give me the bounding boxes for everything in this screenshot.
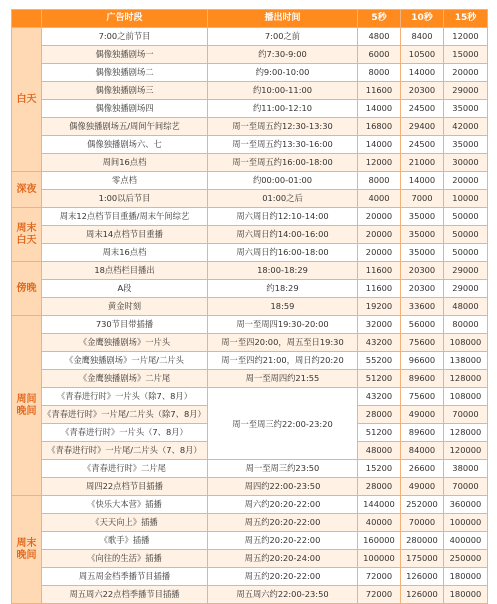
price-5s-cell: 32000 bbox=[358, 316, 401, 334]
slot-cell: 偶像独播剧场四 bbox=[42, 100, 208, 118]
price-15s-cell: 250000 bbox=[444, 550, 488, 568]
price-10s-cell: 7000 bbox=[401, 190, 444, 208]
table-row bbox=[12, 568, 488, 586]
table-row bbox=[12, 118, 488, 136]
time-cell: 周一至周三约22:00-23:20 bbox=[208, 388, 358, 460]
slot-cell: 偶像独播剧场二 bbox=[42, 64, 208, 82]
time-cell: 周四约22:00-23:50 bbox=[208, 478, 358, 496]
price-15s-cell: 42000 bbox=[444, 118, 488, 136]
price-15s-cell: 10000 bbox=[444, 190, 488, 208]
slot-cell: 《向往的生活》插播 bbox=[42, 550, 208, 568]
table-row bbox=[12, 262, 488, 280]
time-cell: 周一至四20:00，周五至日19:30 bbox=[208, 334, 358, 352]
slot-cell: 周五周六22点档季播节目插播 bbox=[42, 586, 208, 604]
slot-cell: 730节目带插播 bbox=[42, 316, 208, 334]
price-15s-cell: 180000 bbox=[444, 568, 488, 586]
price-5s-cell: 144000 bbox=[358, 496, 401, 514]
price-5s-cell: 43200 bbox=[358, 334, 401, 352]
slot-cell: 偶像独播剧场三 bbox=[42, 82, 208, 100]
category-label: 深夜 bbox=[12, 172, 42, 208]
time-cell: 周一至周五约13:30-16:00 bbox=[208, 136, 358, 154]
price-10s-cell: 75600 bbox=[401, 334, 444, 352]
time-cell: 约10:00-11:00 bbox=[208, 82, 358, 100]
slot-cell: 《青春进行时》一片尾/二片头（除7、8月） bbox=[42, 406, 208, 424]
slot-cell: 1:00以后节目 bbox=[42, 190, 208, 208]
table-row bbox=[12, 496, 488, 514]
time-cell: 周一至周三约23:50 bbox=[208, 460, 358, 478]
price-5s-cell: 20000 bbox=[358, 244, 401, 262]
price-10s-cell: 75600 bbox=[401, 388, 444, 406]
price-15s-cell: 400000 bbox=[444, 532, 488, 550]
price-10s-cell: 96600 bbox=[401, 352, 444, 370]
table-row bbox=[12, 460, 488, 478]
table-row bbox=[12, 154, 488, 172]
price-10s-cell: 20300 bbox=[401, 262, 444, 280]
slot-cell: 《金鹰独播剧场》一片头 bbox=[42, 334, 208, 352]
price-15s-cell: 12000 bbox=[444, 28, 488, 46]
table-row bbox=[12, 190, 488, 208]
table-row bbox=[12, 82, 488, 100]
slot-cell: 18点档栏目播出 bbox=[42, 262, 208, 280]
price-15s-cell: 15000 bbox=[444, 46, 488, 64]
time-cell: 周五约20:20-22:00 bbox=[208, 532, 358, 550]
price-5s-cell: 11600 bbox=[358, 280, 401, 298]
table-row bbox=[12, 64, 488, 82]
price-5s-cell: 43200 bbox=[358, 388, 401, 406]
table-row bbox=[12, 550, 488, 568]
price-15s-cell: 29000 bbox=[444, 280, 488, 298]
table-row bbox=[12, 478, 488, 496]
price-5s-cell: 11600 bbox=[358, 82, 401, 100]
price-15s-cell: 48000 bbox=[444, 298, 488, 316]
slot-cell: 偶像独播剧场六、七 bbox=[42, 136, 208, 154]
price-15s-cell: 100000 bbox=[444, 514, 488, 532]
price-10s-cell: 24500 bbox=[401, 100, 444, 118]
slot-cell: 《金鹰独播剧场》一片尾/二片头 bbox=[42, 352, 208, 370]
slot-cell: 周四22点档节目插播 bbox=[42, 478, 208, 496]
price-10s-cell: 21000 bbox=[401, 154, 444, 172]
category-label: 周间晚间 bbox=[12, 316, 42, 496]
price-10s-cell: 10500 bbox=[401, 46, 444, 64]
price-15s-cell: 80000 bbox=[444, 316, 488, 334]
price-10s-cell: 26600 bbox=[401, 460, 444, 478]
table-row bbox=[12, 298, 488, 316]
price-15s-cell: 70000 bbox=[444, 406, 488, 424]
time-cell: 周五约20:20-22:00 bbox=[208, 514, 358, 532]
table-row bbox=[12, 208, 488, 226]
price-5s-cell: 14000 bbox=[358, 136, 401, 154]
table-row bbox=[12, 28, 488, 46]
time-cell: 7:00之前 bbox=[208, 28, 358, 46]
price-10s-cell: 24500 bbox=[401, 136, 444, 154]
time-cell: 周一至四约21:00，周日约20:20 bbox=[208, 352, 358, 370]
price-10s-cell: 89600 bbox=[401, 370, 444, 388]
price-15s-cell: 50000 bbox=[444, 244, 488, 262]
time-cell: 周五约20:20-22:00 bbox=[208, 568, 358, 586]
time-cell: 周一至周四19:30-20:00 bbox=[208, 316, 358, 334]
price-15s-cell: 38000 bbox=[444, 460, 488, 478]
price-10s-cell: 70000 bbox=[401, 514, 444, 532]
price-5s-cell: 11600 bbox=[358, 262, 401, 280]
table-body bbox=[12, 28, 488, 604]
price-5s-cell: 28000 bbox=[358, 406, 401, 424]
price-10s-cell: 35000 bbox=[401, 226, 444, 244]
price-10s-cell: 14000 bbox=[401, 172, 444, 190]
slot-cell: A段 bbox=[42, 280, 208, 298]
slot-cell: 7:00之前节目 bbox=[42, 28, 208, 46]
slot-cell: 《快乐大本营》插播 bbox=[42, 496, 208, 514]
price-5s-cell: 12000 bbox=[358, 154, 401, 172]
time-cell: 周六周日约16:00-18:00 bbox=[208, 244, 358, 262]
price-15s-cell: 50000 bbox=[444, 208, 488, 226]
table-row bbox=[12, 370, 488, 388]
price-15s-cell: 108000 bbox=[444, 334, 488, 352]
price-10s-cell: 49000 bbox=[401, 478, 444, 496]
price-10s-cell: 29400 bbox=[401, 118, 444, 136]
slot-cell: 周间16点档 bbox=[42, 154, 208, 172]
slot-cell: 周末16点档 bbox=[42, 244, 208, 262]
price-15s-cell: 30000 bbox=[444, 154, 488, 172]
slot-cell: 黄金时刻 bbox=[42, 298, 208, 316]
time-cell: 周五周六约22:00-23:50 bbox=[208, 586, 358, 604]
price-10s-cell: 20300 bbox=[401, 82, 444, 100]
price-5s-cell: 16800 bbox=[358, 118, 401, 136]
price-5s-cell: 19200 bbox=[358, 298, 401, 316]
time-cell: 周六周日约14:00-16:00 bbox=[208, 226, 358, 244]
pricing-table-container bbox=[11, 9, 487, 604]
price-5s-cell: 72000 bbox=[358, 586, 401, 604]
price-10s-cell: 126000 bbox=[401, 568, 444, 586]
price-5s-cell: 8000 bbox=[358, 64, 401, 82]
price-5s-cell: 100000 bbox=[358, 550, 401, 568]
price-5s-cell: 14000 bbox=[358, 100, 401, 118]
price-5s-cell: 20000 bbox=[358, 226, 401, 244]
table-row bbox=[12, 136, 488, 154]
time-cell: 约9:00-10:00 bbox=[208, 64, 358, 82]
category-label: 白天 bbox=[12, 28, 42, 172]
price-10s-cell: 49000 bbox=[401, 406, 444, 424]
slot-cell: 《青春进行时》一片头（7、8月） bbox=[42, 424, 208, 442]
time-cell: 18:00-18:29 bbox=[208, 262, 358, 280]
price-5s-cell: 28000 bbox=[358, 478, 401, 496]
slot-cell: 《青春进行时》一片尾/二片头（7、8月） bbox=[42, 442, 208, 460]
price-15s-cell: 128000 bbox=[444, 424, 488, 442]
price-15s-cell: 50000 bbox=[444, 226, 488, 244]
price-10s-cell: 89600 bbox=[401, 424, 444, 442]
price-15s-cell: 108000 bbox=[444, 388, 488, 406]
table-row bbox=[12, 280, 488, 298]
price-5s-cell: 51200 bbox=[358, 370, 401, 388]
price-5s-cell: 4800 bbox=[358, 28, 401, 46]
price-15s-cell: 20000 bbox=[444, 172, 488, 190]
price-15s-cell: 120000 bbox=[444, 442, 488, 460]
table-row bbox=[12, 514, 488, 532]
table-row bbox=[12, 586, 488, 604]
price-10s-cell: 252000 bbox=[401, 496, 444, 514]
header-time: 播出时间 bbox=[208, 10, 358, 28]
header-price-15s: 15秒 bbox=[444, 10, 488, 28]
time-cell: 周五约20:20-24:00 bbox=[208, 550, 358, 568]
price-15s-cell: 29000 bbox=[444, 82, 488, 100]
slot-cell: 《天天向上》插播 bbox=[42, 514, 208, 532]
price-5s-cell: 48000 bbox=[358, 442, 401, 460]
price-5s-cell: 40000 bbox=[358, 514, 401, 532]
price-10s-cell: 14000 bbox=[401, 64, 444, 82]
slot-cell: 零点档 bbox=[42, 172, 208, 190]
table-row bbox=[12, 388, 488, 406]
time-cell: 01:00之后 bbox=[208, 190, 358, 208]
price-10s-cell: 56000 bbox=[401, 316, 444, 334]
price-5s-cell: 8000 bbox=[358, 172, 401, 190]
table-row bbox=[12, 532, 488, 550]
price-5s-cell: 6000 bbox=[358, 46, 401, 64]
slot-cell: 偶像独播剧场五/周间午间综艺 bbox=[42, 118, 208, 136]
slot-cell: 《金鹰独播剧场》二片尾 bbox=[42, 370, 208, 388]
table-row bbox=[12, 100, 488, 118]
price-10s-cell: 33600 bbox=[401, 298, 444, 316]
table-row bbox=[12, 352, 488, 370]
header-price-10s: 10秒 bbox=[401, 10, 444, 28]
slot-cell: 周末14点档节目重播 bbox=[42, 226, 208, 244]
price-10s-cell: 280000 bbox=[401, 532, 444, 550]
time-cell: 周六周日约12:10-14:00 bbox=[208, 208, 358, 226]
slot-cell: 《青春进行时》一片头（除7、8月） bbox=[42, 388, 208, 406]
price-15s-cell: 180000 bbox=[444, 586, 488, 604]
time-cell: 周一至周四约21:55 bbox=[208, 370, 358, 388]
price-15s-cell: 128000 bbox=[444, 370, 488, 388]
header-category bbox=[12, 10, 42, 28]
price-15s-cell: 70000 bbox=[444, 478, 488, 496]
price-15s-cell: 29000 bbox=[444, 262, 488, 280]
slot-cell: 《青春进行时》二片尾 bbox=[42, 460, 208, 478]
price-5s-cell: 20000 bbox=[358, 208, 401, 226]
price-15s-cell: 360000 bbox=[444, 496, 488, 514]
slot-cell: 偶像独播剧场一 bbox=[42, 46, 208, 64]
price-5s-cell: 72000 bbox=[358, 568, 401, 586]
header-price-5s: 5秒 bbox=[358, 10, 401, 28]
price-5s-cell: 55200 bbox=[358, 352, 401, 370]
table-header-row bbox=[12, 10, 488, 28]
price-15s-cell: 138000 bbox=[444, 352, 488, 370]
table-row bbox=[12, 226, 488, 244]
time-cell: 约11:00-12:10 bbox=[208, 100, 358, 118]
table-row bbox=[12, 334, 488, 352]
price-5s-cell: 51200 bbox=[358, 424, 401, 442]
price-10s-cell: 8400 bbox=[401, 28, 444, 46]
price-15s-cell: 35000 bbox=[444, 136, 488, 154]
header-slot: 广告时段 bbox=[42, 10, 208, 28]
price-10s-cell: 84000 bbox=[401, 442, 444, 460]
table-row bbox=[12, 244, 488, 262]
price-10s-cell: 35000 bbox=[401, 208, 444, 226]
time-cell: 周一至周五约12:30-13:30 bbox=[208, 118, 358, 136]
price-5s-cell: 4000 bbox=[358, 190, 401, 208]
table-row bbox=[12, 46, 488, 64]
price-5s-cell: 160000 bbox=[358, 532, 401, 550]
category-label: 周末白天 bbox=[12, 208, 42, 262]
time-cell: 约00:00-01:00 bbox=[208, 172, 358, 190]
table-row bbox=[12, 316, 488, 334]
time-cell: 18:59 bbox=[208, 298, 358, 316]
ad-pricing-table bbox=[11, 9, 488, 604]
price-10s-cell: 20300 bbox=[401, 280, 444, 298]
category-label: 周末晚间 bbox=[12, 496, 42, 604]
price-10s-cell: 175000 bbox=[401, 550, 444, 568]
table-row bbox=[12, 172, 488, 190]
slot-cell: 周末12点档节目重播/周末午间综艺 bbox=[42, 208, 208, 226]
slot-cell: 周五周金档季播节目插播 bbox=[42, 568, 208, 586]
time-cell: 周一至周五约16:00-18:00 bbox=[208, 154, 358, 172]
price-10s-cell: 35000 bbox=[401, 244, 444, 262]
price-15s-cell: 20000 bbox=[444, 64, 488, 82]
price-15s-cell: 35000 bbox=[444, 100, 488, 118]
time-cell: 约18:29 bbox=[208, 280, 358, 298]
slot-cell: 《歌手》插播 bbox=[42, 532, 208, 550]
time-cell: 周六约20:20-22:00 bbox=[208, 496, 358, 514]
price-5s-cell: 15200 bbox=[358, 460, 401, 478]
time-cell: 约7:30-9:00 bbox=[208, 46, 358, 64]
category-label: 傍晚 bbox=[12, 262, 42, 316]
price-10s-cell: 126000 bbox=[401, 586, 444, 604]
